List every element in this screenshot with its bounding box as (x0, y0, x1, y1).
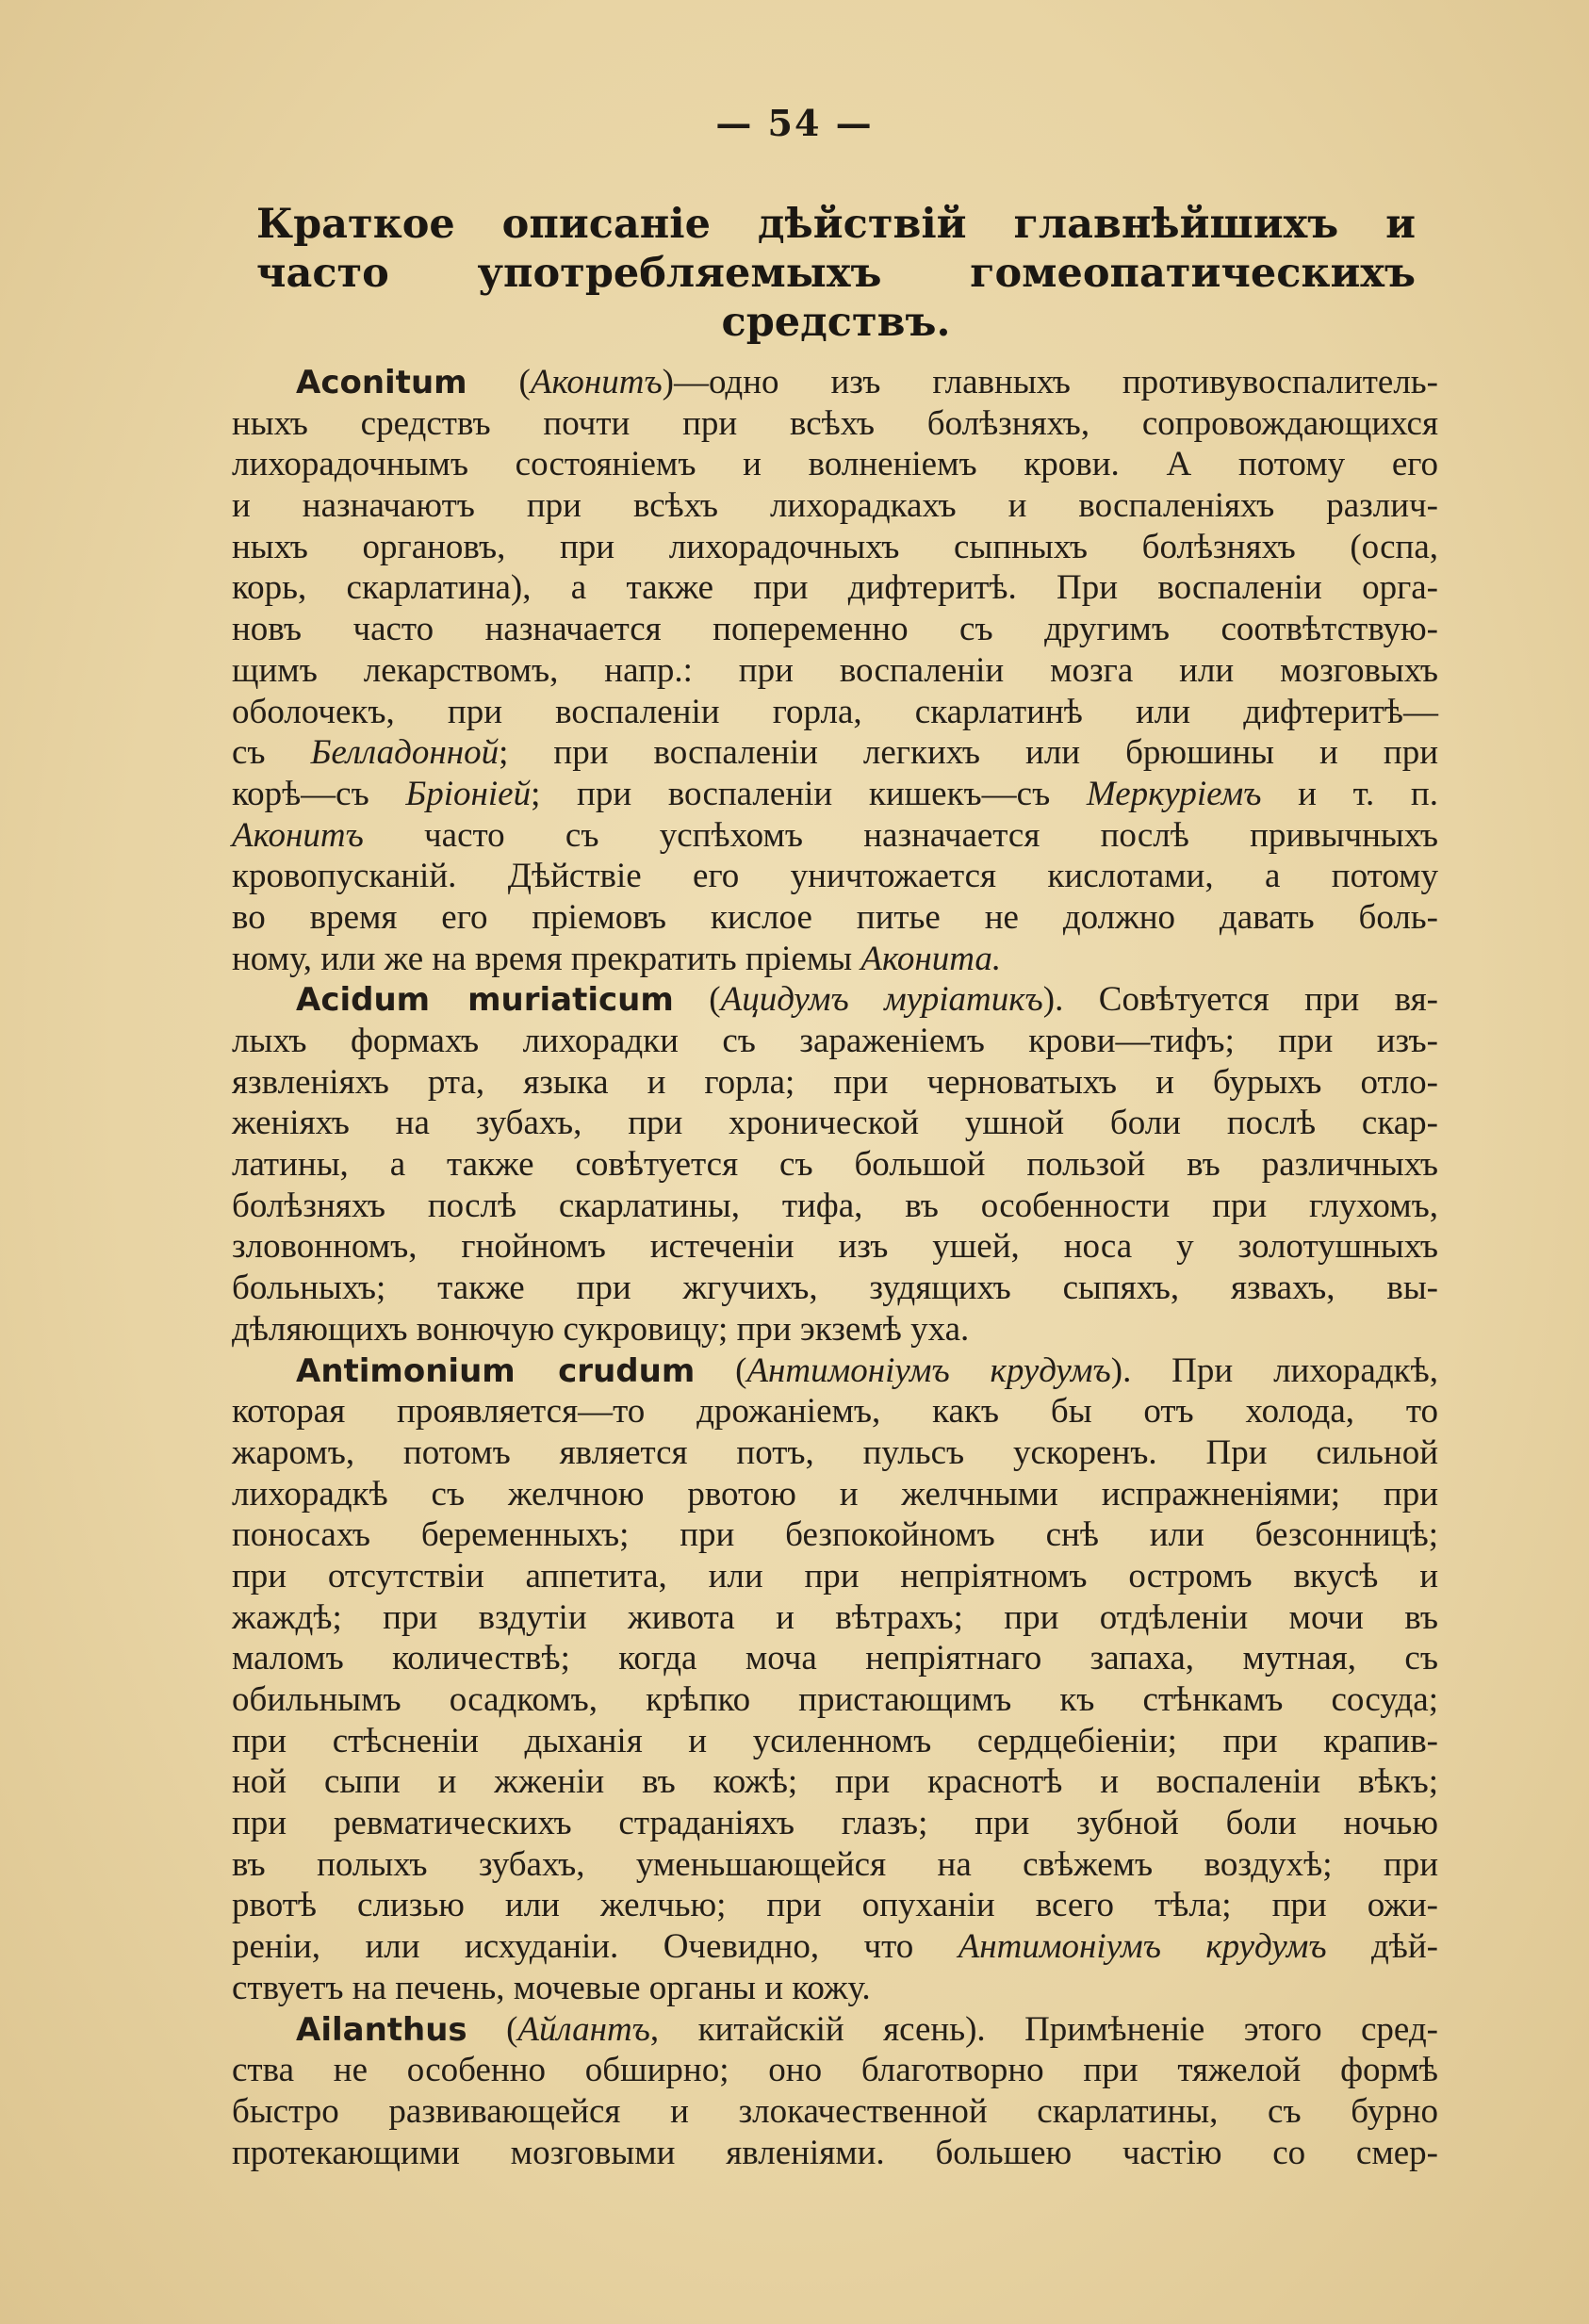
text-run: новъ часто назначается попеременно съ другимъ соотвѣтствую- (232, 610, 1438, 649)
text-run: лихорадкѣ съ желчною рвотою и желчными испражненіями; при (232, 1474, 1438, 1514)
text-line (232, 485, 1438, 527)
text-run: которая проявляется—то дрожаніемъ, какъ бы отъ холода, то (232, 1392, 1438, 1432)
text-line (232, 2133, 1438, 2174)
drug-name-russian: Антимоніумъ крудумъ (958, 1927, 1327, 1967)
section-title-line: Краткое описаніе дѣйствій главнѣйшихъ и (256, 201, 1416, 248)
text-run: больныхъ; также при жгучихъ, зудящихъ сыпяхъ, язвахъ, вы- (232, 1268, 1438, 1308)
text-run: протекающими мозговыми явленіями. большею частію со смер- (232, 2133, 1438, 2172)
drug-name-russian: Айлантъ (517, 2009, 650, 2049)
text-run: ной сыпи и жженіи въ кожѣ; при краснотѣ и воспаленіи вѣкъ; (232, 1762, 1438, 1802)
section-title-line: средствъ. (721, 299, 951, 346)
text-line (232, 815, 1438, 857)
text-line (232, 567, 1438, 609)
text-run: во время его пріемовъ кислое питье не должно давать боль- (232, 897, 1438, 937)
text-run: поносахъ беременныхъ; при безпокойномъ снѣ или безсонницѣ; (232, 1515, 1438, 1555)
text-line (232, 1638, 1438, 1679)
text-run: ныхъ средствъ почти при всѣхъ болѣзняхъ, сопровождающихся (232, 403, 1438, 443)
text-run: реніи, или исхуданіи. Очевидно, что (232, 1927, 958, 1967)
text-line (232, 939, 1438, 980)
text-run: ныхъ органовъ, при лихорадочныхъ сыпныхъ болѣзняхъ (оспа, (232, 527, 1438, 566)
text-run: ; при воспаленіи легкихъ или брюшины и при (499, 733, 1438, 773)
text-run: )—одно изъ главныхъ противувоспалитель- (662, 363, 1438, 401)
text-run: дѣй- (1326, 1927, 1438, 1967)
text-run: ). При лихорадкѣ, (1110, 1350, 1438, 1390)
text-run: ному, или же на время прекратить пріемы (232, 939, 861, 978)
text-line (232, 1597, 1438, 1639)
text-line (232, 856, 1438, 897)
text-line (232, 1968, 1438, 2009)
section-title-line: часто употребляемыхъ гомеопатическихъ (256, 250, 1416, 297)
text-line (232, 444, 1438, 485)
text-line (232, 1021, 1438, 1062)
page-number: — 54 — (715, 102, 874, 144)
drug-name: Aconitum (296, 364, 467, 401)
drug-name: Antimonium crudum (296, 1351, 696, 1390)
text-line (232, 2091, 1438, 2133)
drug-name-russian: Ацидумъ муріатикъ (720, 980, 1043, 1020)
drug-name-russian: Аконитъ (530, 363, 663, 401)
text-run: въ полыхъ зубахъ, уменьшающейся на свѣжемъ воздухѣ; при (232, 1844, 1438, 1884)
text-line (232, 1514, 1438, 1556)
text-run: и т. п. (1261, 774, 1438, 813)
text-run: латины, а также совѣтуется съ большой пользой въ различныхъ (232, 1145, 1438, 1185)
text-run: часто съ успѣхомъ назначается послѣ привычныхъ (363, 815, 1438, 855)
text-run: язвленіяхъ рта, языка и горла; при черноватыхъ и бурыхъ отло- (232, 1062, 1438, 1102)
text-run: при отсутствіи аппетита, или при непріятномъ остромъ вкусѣ и (232, 1556, 1438, 1596)
drug-name-russian: Бріоніей (405, 774, 532, 813)
text-run: ( (673, 980, 721, 1020)
text-run: ствуетъ на печень, мочевые органы и кожу. (232, 1968, 871, 2007)
text-run: ). Совѣтуется при вя- (1042, 980, 1438, 1020)
text-line (232, 2009, 1438, 2051)
body-text (232, 362, 1438, 2173)
text-line (232, 1350, 1438, 1392)
text-run: быстро развивающейся и злокачественной скарлатины, съ бурно (232, 2091, 1438, 2131)
text-run: и назначаютъ при всѣхъ лихорадкахъ и воспаленіяхъ различ- (232, 486, 1438, 526)
text-line (232, 1679, 1438, 1721)
text-line (232, 1309, 1438, 1350)
text-run: лыхъ формахъ лихорадки съ зараженіемъ крови—тифъ; при изъ- (232, 1022, 1438, 1060)
drug-name: Acidum muriaticum (296, 981, 674, 1020)
text-line (232, 650, 1438, 692)
text-line (232, 1761, 1438, 1803)
text-line (232, 609, 1438, 650)
text-run: болѣзняхъ послѣ скарлатины, тифа, въ особенности при глухомъ, (232, 1186, 1438, 1225)
text-run: , китайскій ясень). Примѣненіе этого сред- (649, 2009, 1438, 2049)
text-run: лихорадочнымъ состояніемъ и волненіемъ крови. А потому его (232, 445, 1438, 484)
text-run: съ (232, 733, 311, 773)
text-line (232, 1103, 1438, 1144)
text-line (232, 1186, 1438, 1227)
text-run: корь, скарлатина), а также при дифтеритѣ. При воспаленіи орга- (232, 568, 1438, 608)
text-line (232, 1062, 1438, 1104)
text-line (232, 1721, 1438, 1762)
text-line (232, 897, 1438, 939)
text-line (232, 1268, 1438, 1309)
section-title (256, 200, 1416, 347)
text-line (232, 1556, 1438, 1597)
text-run: жаромъ, потомъ является потъ, пульсъ ускоренъ. При сильной (232, 1432, 1438, 1472)
text-line (232, 1144, 1438, 1186)
text-line (232, 732, 1438, 774)
text-run: женіяхъ на зубахъ, при хронической ушной боли послѣ скар- (232, 1104, 1438, 1143)
text-run: ( (467, 363, 531, 401)
text-run: дѣляющихъ вонючую сукровицу; при экземѣ уха. (232, 1309, 970, 1349)
text-line (232, 1432, 1438, 1474)
text-line (232, 1926, 1438, 1968)
text-line (232, 527, 1438, 568)
text-line (232, 692, 1438, 733)
text-run: оболочекъ, при воспаленіи горла, скарлатинѣ или дифтеритѣ— (232, 692, 1438, 731)
drug-name: Ailanthus (296, 2010, 467, 2049)
text-run: ( (467, 2009, 518, 2049)
text-run: при ревматическихъ страданіяхъ глазъ; при зубной боли ночью (232, 1804, 1438, 1843)
text-line (232, 774, 1438, 815)
text-run: ; при воспаленіи кишекъ—съ (531, 774, 1087, 813)
drug-name-russian: Антимоніумъ крудумъ (746, 1350, 1111, 1390)
text-line (232, 1226, 1438, 1268)
text-run: ( (695, 1350, 747, 1390)
text-line (232, 1803, 1438, 1844)
text-run: корѣ—съ (232, 774, 406, 813)
text-line (232, 1885, 1438, 1926)
text-run: маломъ количествѣ; когда моча непріятнаго запаха, мутная, съ (232, 1639, 1438, 1678)
text-run: зловонномъ, гнойномъ истеченіи изъ ушей, носа у золотушныхъ (232, 1227, 1438, 1267)
text-line (232, 362, 1438, 403)
text-run: кровопусканій. Дѣйствіе его уничтожается кислотами, а потому (232, 857, 1438, 896)
text-line (232, 979, 1438, 1021)
text-run: жаждѣ; при вздутіи живота и вѣтрахъ; при отдѣленіи мочи въ (232, 1597, 1438, 1637)
text-line (232, 403, 1438, 445)
drug-name-russian: Аконита. (860, 939, 1002, 978)
text-run: щимъ лекарствомъ, напр.: при воспаленіи мозга или мозговыхъ (232, 650, 1438, 690)
text-line (232, 1391, 1438, 1432)
text-run: рвотѣ слизью или желчью; при опуханіи всего тѣла; при ожи- (232, 1886, 1438, 1925)
drug-name-russian: Меркуріемъ (1086, 774, 1262, 813)
drug-name-russian: Аконитъ (232, 815, 364, 855)
text-line (232, 1844, 1438, 1886)
text-line (232, 1474, 1438, 1515)
text-run: ства не особенно обширно; оно благотворно при тяжелой формѣ (232, 2051, 1438, 2090)
text-run: обильнымъ осадкомъ, крѣпко пристающимъ къ стѣнкамъ сосуда; (232, 1680, 1438, 1719)
drug-name-russian: Белладонной (310, 733, 500, 773)
text-line (232, 2050, 1438, 2091)
text-run: при стѣсненіи дыханія и усиленномъ сердцебіеніи; при крапив- (232, 1721, 1438, 1760)
